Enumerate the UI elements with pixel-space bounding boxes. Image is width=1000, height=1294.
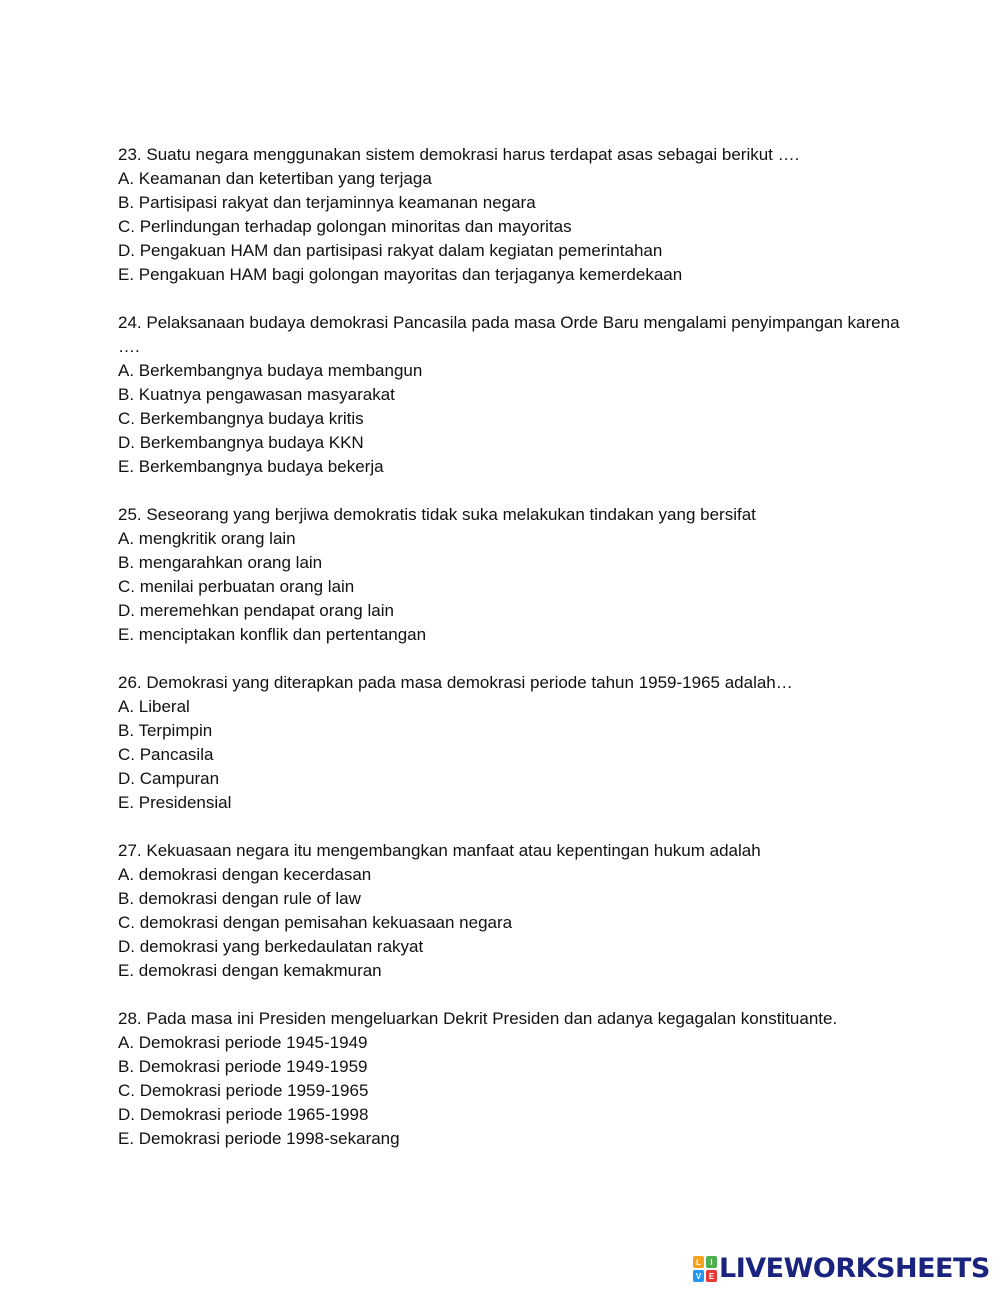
answer-option-d: D. Campuran [118,769,220,788]
answer-option-e: E. Demokrasi periode 1998-sekarang [118,1129,400,1148]
answer-option-d: D. Demokrasi periode 1965-1998 [118,1105,369,1124]
worksheet-page [118,143,918,1175]
question-27 [118,839,918,983]
answer-option-c: C. Perlindungan terhadap golongan minoritas dan mayoritas [118,217,572,236]
answer-option-d: D. meremehkan pendapat orang lain [118,601,394,620]
question-24 [118,311,918,479]
answer-option-b: B. demokrasi dengan rule of law [118,889,361,908]
answer-option-b: B. mengarahkan orang lain [118,553,323,572]
answer-option-b: B. Kuatnya pengawasan masyarakat [118,385,395,404]
answer-option-a: A. Liberal [118,697,190,716]
answer-option-c: C. Pancasila [118,745,214,764]
answer-option-a: A. demokrasi dengan kecerdasan [118,865,372,884]
brand-wordmark: LIVEWORKSHEETS [719,1253,990,1284]
answer-option-c: C. Berkembangnya budaya kritis [118,409,364,428]
answer-option-e: E. Pengakuan HAM bagi golongan mayoritas dan terjaganya kemerdekaan [118,265,683,284]
liveworksheets-logo-icon [693,1256,717,1282]
answer-option-d: D. demokrasi yang berkedaulatan rakyat [118,937,424,956]
question-stem: 27. Kekuasaan negara itu mengembangkan manfaat atau kepentingan hukum adalah [118,841,761,860]
answer-option-a: A. Berkembangnya budaya membangun [118,361,423,380]
answer-option-a: A. Keamanan dan ketertiban yang terjaga [118,169,432,188]
question-stem: 24. Pelaksanaan budaya demokrasi Pancasila pada masa Orde Baru mengalami penyimpangan karena …. [118,313,900,356]
answer-option-e: E. demokrasi dengan kemakmuran [118,961,382,980]
question-28 [118,1007,918,1151]
answer-option-b: B. Partisipasi rakyat dan terjaminnya keamanan negara [118,193,536,212]
answer-option-a: A. Demokrasi periode 1945-1949 [118,1033,368,1052]
answer-option-e: E. menciptakan konflik dan pertentangan [118,625,427,644]
answer-option-e: E. Presidensial [118,793,232,812]
question-stem: 26. Demokrasi yang diterapkan pada masa demokrasi periode tahun 1959-1965 adalah… [118,673,793,692]
liveworksheets-brand[interactable] [693,1254,990,1284]
logo-tile-i: I [706,1256,717,1268]
answer-option-c: C. demokrasi dengan pemisahan kekuasaan negara [118,913,513,932]
question-23 [118,143,918,287]
answer-option-d: D. Pengakuan HAM dan partisipasi rakyat dalam kegiatan pemerintahan [118,241,663,260]
logo-tile-l: L [693,1256,704,1268]
answer-option-b: B. Terpimpin [118,721,213,740]
answer-option-c: C. menilai perbuatan orang lain [118,577,355,596]
answer-option-a: A. mengkritik orang lain [118,529,296,548]
answer-option-c: C. Demokrasi periode 1959-1965 [118,1081,369,1100]
answer-option-d: D. Berkembangnya budaya KKN [118,433,364,452]
answer-option-b: B. Demokrasi periode 1949-1959 [118,1057,368,1076]
question-stem: 23. Suatu negara menggunakan sistem demokrasi harus terdapat asas sebagai berikut …. [118,145,800,164]
question-26 [118,671,918,815]
question-stem: 25. Seseorang yang berjiwa demokratis tidak suka melakukan tindakan yang bersifat [118,505,756,524]
answer-option-e: E. Berkembangnya budaya bekerja [118,457,384,476]
logo-tile-v: V [693,1270,704,1282]
question-25 [118,503,918,647]
question-stem: 28. Pada masa ini Presiden mengeluarkan Dekrit Presiden dan adanya kegagalan konstituante. [118,1009,838,1028]
logo-tile-e: E [706,1270,717,1282]
